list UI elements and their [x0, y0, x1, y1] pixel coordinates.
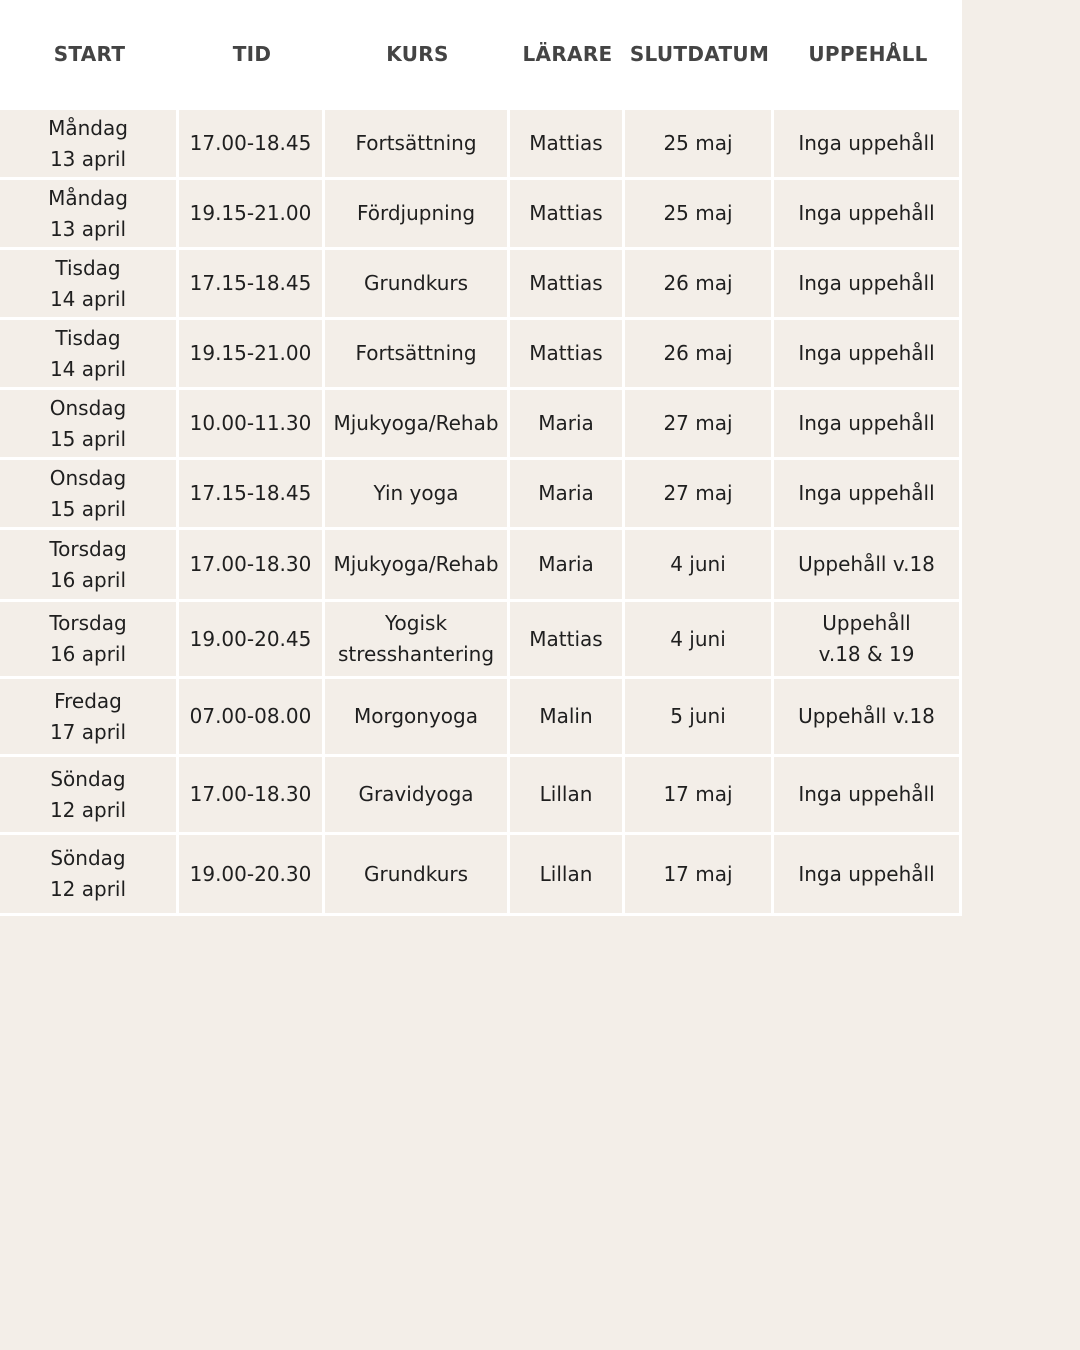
cell-larare: Mattias	[510, 602, 625, 676]
cell-slutdatum: 17 maj	[625, 835, 774, 913]
table-row	[0, 835, 962, 916]
cell-kurs: Gravidyoga	[325, 757, 510, 832]
cell-kurs: Fördjupning	[325, 180, 510, 247]
header-larare: LÄRARE	[522, 42, 613, 66]
cell-start: Onsdag 15 april	[0, 390, 179, 457]
table-row	[0, 757, 962, 835]
cell-kurs: Fortsättning	[325, 320, 510, 387]
table-row	[0, 679, 962, 757]
cell-kurs: Grundkurs	[325, 250, 510, 317]
table-row	[0, 180, 962, 250]
cell-start: Tisdag 14 april	[0, 250, 179, 317]
cell-tid: 19.15-21.00	[179, 320, 325, 387]
cell-start: Torsdag 16 april	[0, 602, 179, 676]
cell-larare: Mattias	[510, 320, 625, 387]
cell-slutdatum: 26 maj	[625, 320, 774, 387]
cell-start: Söndag 12 april	[0, 835, 179, 913]
cell-larare: Maria	[510, 530, 625, 599]
cell-tid: 19.00-20.30	[179, 835, 325, 913]
cell-uppehall: Inga uppehåll	[774, 180, 962, 247]
cell-start: Måndag 13 april	[0, 180, 179, 247]
cell-tid: 17.00-18.45	[179, 110, 325, 177]
cell-start: Söndag 12 april	[0, 757, 179, 832]
table-row	[0, 390, 962, 460]
cell-kurs: Yogisk stresshantering	[325, 602, 510, 676]
header-start: START	[53, 42, 126, 66]
cell-slutdatum: 4 juni	[625, 602, 774, 676]
header-kurs: KURS	[386, 42, 449, 66]
cell-tid: 17.15-18.45	[179, 460, 325, 527]
cell-uppehall: Inga uppehåll	[774, 757, 962, 832]
cell-uppehall: Uppehåll v.18	[774, 679, 962, 754]
cell-uppehall: Inga uppehåll	[774, 320, 962, 387]
cell-slutdatum: 25 maj	[625, 180, 774, 247]
cell-uppehall: Inga uppehåll	[774, 390, 962, 457]
cell-start: Måndag 13 april	[0, 110, 179, 177]
cell-kurs: Fortsättning	[325, 110, 510, 177]
cell-start: Onsdag 15 april	[0, 460, 179, 527]
cell-larare: Maria	[510, 390, 625, 457]
cell-tid: 17.15-18.45	[179, 250, 325, 317]
header-uppehall: UPPEHÅLL	[808, 42, 928, 66]
cell-slutdatum: 17 maj	[625, 757, 774, 832]
cell-kurs: Mjukyoga/Rehab	[325, 390, 510, 457]
table-body	[0, 110, 962, 916]
cell-kurs: Morgonyoga	[325, 679, 510, 754]
cell-slutdatum: 27 maj	[625, 390, 774, 457]
table-row	[0, 602, 962, 679]
cell-larare: Lillan	[510, 835, 625, 913]
table-row	[0, 530, 962, 602]
cell-start: Torsdag 16 april	[0, 530, 179, 599]
cell-uppehall: Inga uppehåll	[774, 110, 962, 177]
cell-kurs: Grundkurs	[325, 835, 510, 913]
cell-tid: 17.00-18.30	[179, 530, 325, 599]
cell-slutdatum: 25 maj	[625, 110, 774, 177]
cell-larare: Maria	[510, 460, 625, 527]
cell-uppehall: Inga uppehåll	[774, 460, 962, 527]
table-row	[0, 460, 962, 530]
cell-larare: Mattias	[510, 180, 625, 247]
cell-larare: Mattias	[510, 110, 625, 177]
cell-uppehall: Inga uppehåll	[774, 835, 962, 913]
cell-tid: 19.00-20.45	[179, 602, 325, 676]
cell-tid: 07.00-08.00	[179, 679, 325, 754]
header-slutdatum: SLUTDATUM	[629, 42, 770, 66]
cell-kurs: Yin yoga	[325, 460, 510, 527]
table-row	[0, 320, 962, 390]
cell-start: Tisdag 14 april	[0, 320, 179, 387]
cell-tid: 17.00-18.30	[179, 757, 325, 832]
cell-uppehall: Uppehåll v.18 & 19	[774, 602, 962, 676]
cell-slutdatum: 26 maj	[625, 250, 774, 317]
table-row	[0, 110, 962, 180]
cell-tid: 19.15-21.00	[179, 180, 325, 247]
cell-slutdatum: 4 juni	[625, 530, 774, 599]
cell-uppehall: Uppehåll v.18	[774, 530, 962, 599]
cell-kurs: Mjukyoga/Rehab	[325, 530, 510, 599]
table-header	[0, 0, 962, 110]
cell-slutdatum: 27 maj	[625, 460, 774, 527]
cell-larare: Malin	[510, 679, 625, 754]
cell-start: Fredag 17 april	[0, 679, 179, 754]
cell-larare: Lillan	[510, 757, 625, 832]
cell-tid: 10.00-11.30	[179, 390, 325, 457]
cell-larare: Mattias	[510, 250, 625, 317]
cell-slutdatum: 5 juni	[625, 679, 774, 754]
header-tid: TID	[232, 42, 272, 66]
table-row	[0, 250, 962, 320]
cell-uppehall: Inga uppehåll	[774, 250, 962, 317]
